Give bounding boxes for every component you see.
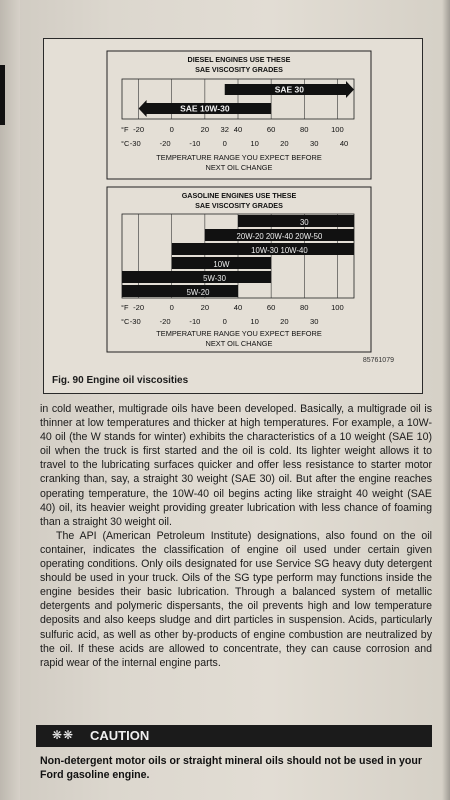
axis-caption-line: NEXT OIL CHANGE (205, 163, 273, 172)
viscosity-bar (122, 271, 271, 283)
f-tick-label: 0 (169, 125, 174, 134)
figure-id: 85761079 (362, 357, 394, 364)
caution-text: Non-detergent motor oils or straight mineral oils should not be used in your Ford gasoline engine. (40, 755, 422, 781)
f-tick-label: 80 (300, 125, 309, 134)
f-tick-label: 100 (331, 125, 344, 134)
viscosity-bar (122, 285, 238, 297)
c-tick-label: 30 (310, 317, 319, 326)
f-axis-unit: °F (121, 303, 129, 312)
axis-caption-line: TEMPERATURE RANGE YOU EXPECT BEFORE (156, 153, 322, 162)
f-axis-unit: °F (121, 125, 129, 134)
chart-title-line: GASOLINE ENGINES USE THESE (181, 191, 297, 200)
f-tick-label: -20 (133, 125, 145, 134)
f-tick-label: 20 (200, 303, 210, 312)
viscosity-bar-label: 10W-30 10W-40 (251, 245, 308, 255)
c-tick-label: 30 (310, 139, 319, 148)
f-tick-label: 80 (300, 303, 309, 312)
c-tick-label: 20 (280, 317, 289, 326)
chart-title-line: SAE VISCOSITY GRADES (195, 201, 283, 210)
c-tick-label: 10 (250, 317, 259, 326)
c-tick-label: -30 (129, 317, 141, 326)
c-tick-label: -20 (159, 317, 171, 326)
viscosity-bar (238, 215, 354, 227)
paragraph-multigrade: in cold weather, multigrade oils have been developed. Basically, a multigrade oil is thinner at low temperatures and thicker at high temperatures. For example, a 10W-40 oil (the W stands for winter) exhibits the characteristics of a 10 weight (SAE 10) oil when the truck is first started and the oil is cold. Its lighter weight allows it to travel to the lubricating surfaces quicker and offer less resistance to starter motor cranking than, say, a straight 30 weight (SAE 30) oil. But after the engine reaches operating temperature, the 10W-40 oil begins acting like straight 40 weight (SAE 40) oil, its heavier weight providing greater lubrication with less chance of foaming than a straight 30 weight oil. (40, 403, 432, 528)
viscosity-bar-label: 30 (299, 217, 309, 227)
viscosity-bar-label: 5W-20 (186, 287, 210, 297)
axis-caption-line: TEMPERATURE RANGE YOU EXPECT BEFORE (156, 329, 322, 338)
chart-title-line: DIESEL ENGINES USE THESE (187, 55, 291, 64)
c-axis-unit: °C (121, 317, 130, 326)
caution-banner (36, 725, 432, 747)
c-tick-label: 20 (280, 139, 289, 148)
caution-label: CAUTION (90, 728, 150, 743)
f-tick-label: 100 (331, 303, 344, 312)
viscosity-bar-label: 20W-20 20W-40 20W-50 (236, 231, 323, 241)
f-tick-label: 60 (266, 125, 276, 134)
f-tick-label: 60 (266, 303, 276, 312)
c-tick-label: 0 (222, 139, 227, 148)
oil-viscosity-figure (43, 38, 423, 394)
margin-thumb-tab (0, 65, 5, 125)
c-tick-label: 40 (339, 139, 349, 148)
viscosity-bar-label: SAE 10W-30 (180, 103, 230, 114)
f-tick-label: -20 (133, 303, 145, 312)
caution-icon: ❋❋ (52, 728, 75, 742)
f-tick-label: 0 (169, 303, 174, 312)
viscosity-charts (44, 39, 422, 369)
figure-caption: Fig. 90 Engine oil viscosities (52, 375, 189, 386)
f-tick-label: 40 (233, 125, 243, 134)
c-tick-label: -20 (159, 139, 171, 148)
c-tick-label: 10 (250, 139, 259, 148)
c-tick-label: 0 (222, 317, 227, 326)
c-tick-label: -10 (189, 317, 201, 326)
c-axis-unit: °C (121, 139, 130, 148)
body-text (40, 402, 432, 670)
c-tick-label: -10 (189, 139, 201, 148)
f-tick-label: 20 (200, 125, 210, 134)
chart-panel-border (107, 187, 371, 352)
axis-caption-line: NEXT OIL CHANGE (205, 339, 273, 348)
page-edge-shadow (442, 0, 450, 800)
chart-title-line: SAE VISCOSITY GRADES (195, 65, 283, 74)
f-tick-label: 32 (220, 125, 229, 134)
viscosity-bar-label: 10W (213, 259, 230, 269)
f-tick-label: 40 (233, 303, 243, 312)
paragraph-api: The API (American Petroleum Institute) designations, also found on the oil container, indicates the classification of engine oil used under certain given operating conditions. Only oils designated for use Service SG heavy duty detergent should be used in your truck. Oils of the SG type perform may functions inside the engine besides their basic lubrication. Through a balanced system of metallic detergents and polymeric dispersants, the oil prevents high and low temperature deposits and also keeps sludge and dirt particles in suspension. Acids, particularly sulfuric acid, as well as other by-products of engine combustion are neutralized by the oil. If these acids are allowed to concentrate, they can cause corrosion and rapid wear of the internal engine parts. (40, 529, 432, 669)
viscosity-bar-label: 5W-30 (203, 273, 226, 283)
viscosity-bar-label: SAE 30 (274, 84, 305, 95)
c-tick-label: -30 (129, 139, 141, 148)
